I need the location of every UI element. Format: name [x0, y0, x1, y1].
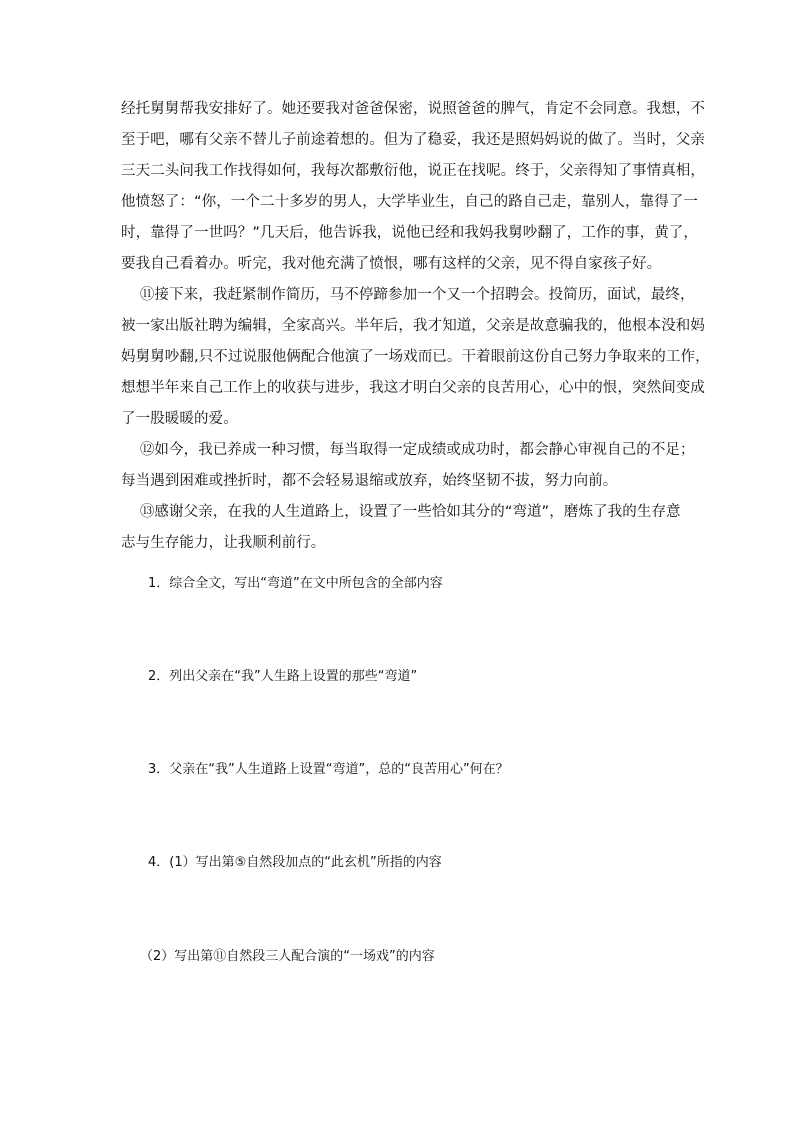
text-line: 经托舅舅帮我安排好了。她还要我对爸爸保密，说照爸爸的脾气，肯定不会同意。我想，不 [121, 101, 705, 117]
text-line: 妈舅舅吵翻,只不过说服他俩配合他演了一场戏而已。干着眼前这份自己努力争取来的工作， [121, 349, 710, 365]
question-3: 3．父亲在“我”人生道路上设置“弯道”，总的“良苦用心”何在？ [148, 762, 509, 777]
text-line: 至于吧，哪有父亲不替儿子前途着想的。但为了稳妥，我还是照妈妈说的做了。当时，父亲 [121, 132, 705, 148]
text-line: 时，靠得了一世吗？”几天后，他告诉我，说他已经和我妈我舅吵翻了，工作的事，黄了， [121, 225, 699, 241]
text-line: 他愤怒了：“你，一个二十多岁的男人，大学毕业生，自己的路自己走，靠别人，靠得了一 [121, 194, 699, 210]
text-line: 三天二头问我工作找得如何，我每次都敷衍他，说正在找呢。终于，父亲得知了事情真相， [121, 163, 705, 179]
text-line: ⑫如今，我已养成一种习惯，每当取得一定成绩或成功时，都会静心审视自己的不足； [121, 442, 695, 458]
question-4-2: （2）写出第⑪自然段三人配合演的“一场戏”的内容 [140, 949, 435, 964]
paragraph-11 [121, 280, 710, 435]
question-1: 1．综合全文，写出“弯道”在文中所包含的全部内容 [148, 576, 443, 591]
question-2: 2．列出父亲在“我”人生路上设置的那些“弯道” [148, 669, 418, 684]
text-line: 想想半年来自己工作上的收获与进步，我这才明白父亲的良苦用心，心中的恨，突然间变成 [121, 380, 705, 396]
text-line: 了一股暖暖的爱。 [121, 411, 238, 427]
paragraph-continued [121, 94, 705, 280]
text-line: ⑪接下来，我赶紧制作简历，马不停蹄参加一个又一个招聘会。投简历，面试，最终， [121, 287, 695, 303]
paragraph-12 [121, 435, 695, 497]
text-line: 志与生存能力，让我顺利前行。 [121, 535, 326, 551]
text-line: ⑬感谢父亲，在我的人生道路上，设置了一些恰如其分的“弯道”，磨炼了我的生存意 [121, 504, 681, 520]
text-line: 每当遇到困难或挫折时，都不会轻易退缩或放弃，始终坚韧不拔，努力向前。 [121, 473, 618, 489]
text-line: 被一家出版社聘为编辑，全家高兴。半年后，我才知道，父亲是故意骗我的，他根本没和妈 [121, 318, 705, 334]
question-4-1: 4．(1）写出第⑤自然段加点的“此玄机”所指的内容 [148, 855, 442, 870]
text-line: 要我自己看着办。听完，我对他充满了愤恨，哪有这样的父亲，见不得自家孩子好。 [121, 256, 662, 272]
paragraph-13 [121, 497, 681, 559]
